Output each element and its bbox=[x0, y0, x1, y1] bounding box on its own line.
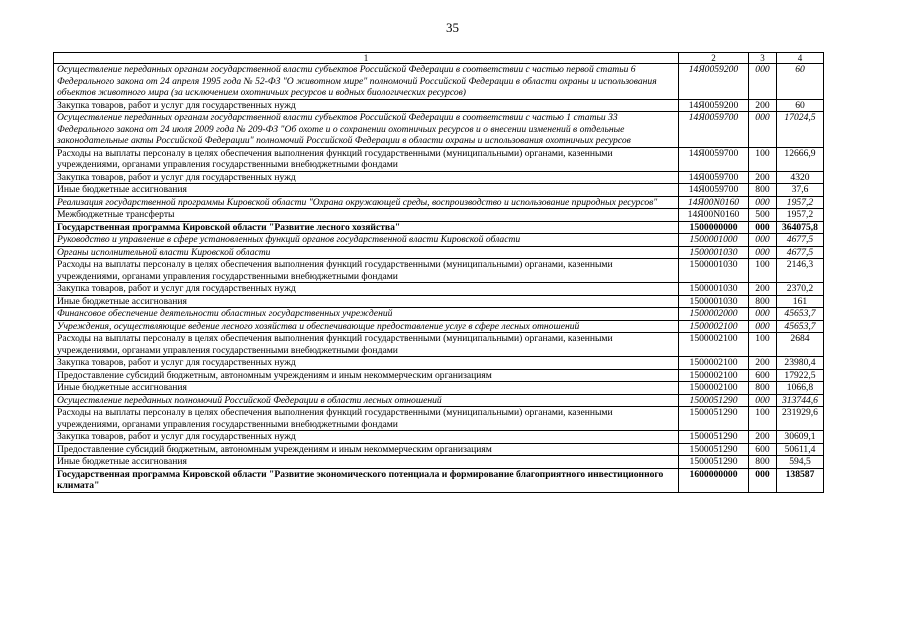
row-code-cell: 1500051290 bbox=[679, 394, 749, 407]
table-row bbox=[54, 468, 824, 492]
row-type-cell: 800 bbox=[749, 456, 777, 469]
table-row bbox=[54, 259, 824, 283]
table-row bbox=[54, 295, 824, 308]
budget-table bbox=[53, 52, 824, 493]
row-sum-cell: 2146,3 bbox=[777, 259, 824, 283]
row-sum-cell: 1066,8 bbox=[777, 382, 824, 395]
row-type-cell: 000 bbox=[749, 308, 777, 321]
row-code-cell: 1500002000 bbox=[679, 308, 749, 321]
row-sum-cell: 45653,7 bbox=[777, 320, 824, 333]
row-code-cell: 1500002100 bbox=[679, 357, 749, 370]
row-sum-cell: 30609,1 bbox=[777, 431, 824, 444]
row-sum-cell: 12666,9 bbox=[777, 147, 824, 171]
row-sum-cell: 594,5 bbox=[777, 456, 824, 469]
table-row bbox=[54, 283, 824, 296]
row-code-cell: 1500051290 bbox=[679, 443, 749, 456]
row-code-cell: 1500002100 bbox=[679, 382, 749, 395]
row-code-cell: 14Я00N0160 bbox=[679, 209, 749, 222]
row-type-cell: 200 bbox=[749, 171, 777, 184]
row-type-cell: 800 bbox=[749, 184, 777, 197]
row-sum-cell: 231929,6 bbox=[777, 407, 824, 431]
row-type-cell: 100 bbox=[749, 333, 777, 357]
row-code-cell: 1500001030 bbox=[679, 259, 749, 283]
row-name-cell: Расходы на выплаты персоналу в целях обеспечения выполнения функций государственными (муниципальными) органами, казенными учреждениями, органами управления государственными внебюджетными фондами bbox=[54, 147, 679, 171]
row-sum-cell: 1957,2 bbox=[777, 209, 824, 222]
row-code-cell: 1500001030 bbox=[679, 283, 749, 296]
row-code-cell: 1500000000 bbox=[679, 221, 749, 234]
table-row bbox=[54, 99, 824, 112]
row-sum-cell: 2684 bbox=[777, 333, 824, 357]
row-name-cell: Закупка товаров, работ и услуг для государственных нужд bbox=[54, 431, 679, 444]
column-header-name: 1 bbox=[54, 53, 679, 64]
row-code-cell: 1500002100 bbox=[679, 369, 749, 382]
row-name-cell: Расходы на выплаты персоналу в целях обеспечения выполнения функций государственными (муниципальными) органами, казенными учреждениями, органами управления государственными внебюджетными фондами bbox=[54, 259, 679, 283]
row-name-cell: Расходы на выплаты персоналу в целях обеспечения выполнения функций государственными (муниципальными) органами, казенными учреждениями, органами управления государственными внебюджетными фондами bbox=[54, 333, 679, 357]
row-type-cell: 000 bbox=[749, 394, 777, 407]
row-sum-cell: 17024,5 bbox=[777, 112, 824, 148]
table-row bbox=[54, 320, 824, 333]
row-type-cell: 600 bbox=[749, 369, 777, 382]
row-name-cell: Расходы на выплаты персоналу в целях обеспечения выполнения функций государственными (муниципальными) органами, казенными учреждениями, органами управления государственными внебюджетными фондами bbox=[54, 407, 679, 431]
row-name-cell: Иные бюджетные ассигнования bbox=[54, 456, 679, 469]
row-name-cell: Осуществление переданных органам государственной власти субъектов Российской Федерации в соответствии с частью первой статьи 6 Федерального закона от 24 апреля 1995 года № 52-ФЗ "О животном мире" полномочий Российской Федерации в области охраны и использования объектов животного мира (за исключением охотничьих ресурсов и водных биологических ресурсов) bbox=[54, 64, 679, 100]
row-name-cell: Финансовое обеспечение деятельности областных государственных учреждений bbox=[54, 308, 679, 321]
row-sum-cell: 23980,4 bbox=[777, 357, 824, 370]
row-name-cell: Предоставление субсидий бюджетным, автономным учреждениям и иным некоммерческим организациям bbox=[54, 443, 679, 456]
table-row bbox=[54, 407, 824, 431]
row-type-cell: 800 bbox=[749, 382, 777, 395]
table-row bbox=[54, 394, 824, 407]
row-sum-cell: 138587 bbox=[777, 468, 824, 492]
header-row bbox=[54, 53, 824, 64]
table-row bbox=[54, 234, 824, 247]
table-row bbox=[54, 171, 824, 184]
row-name-cell: Иные бюджетные ассигнования bbox=[54, 382, 679, 395]
row-sum-cell: 313744,6 bbox=[777, 394, 824, 407]
table-row bbox=[54, 64, 824, 100]
table-row bbox=[54, 382, 824, 395]
table-body bbox=[54, 64, 824, 493]
row-sum-cell: 37,6 bbox=[777, 184, 824, 197]
row-sum-cell: 161 bbox=[777, 295, 824, 308]
row-code-cell: 14Я0059200 bbox=[679, 64, 749, 100]
row-sum-cell: 4677,5 bbox=[777, 246, 824, 259]
row-code-cell: 1500051290 bbox=[679, 407, 749, 431]
table-row bbox=[54, 147, 824, 171]
row-type-cell: 200 bbox=[749, 357, 777, 370]
row-type-cell: 800 bbox=[749, 295, 777, 308]
row-code-cell: 1600000000 bbox=[679, 468, 749, 492]
table-row bbox=[54, 369, 824, 382]
table-row bbox=[54, 246, 824, 259]
row-type-cell: 100 bbox=[749, 147, 777, 171]
row-code-cell: 14Я0059200 bbox=[679, 99, 749, 112]
row-type-cell: 000 bbox=[749, 468, 777, 492]
row-type-cell: 000 bbox=[749, 320, 777, 333]
row-type-cell: 000 bbox=[749, 64, 777, 100]
row-name-cell: Учреждения, осуществляющие ведение лесного хозяйства и обеспечивающие предоставление услуг в сфере лесных отношений bbox=[54, 320, 679, 333]
row-code-cell: 1500051290 bbox=[679, 456, 749, 469]
row-code-cell: 14Я0059700 bbox=[679, 147, 749, 171]
row-type-cell: 000 bbox=[749, 196, 777, 209]
row-sum-cell: 50611,4 bbox=[777, 443, 824, 456]
row-name-cell: Предоставление субсидий бюджетным, автономным учреждениям и иным некоммерческим организациям bbox=[54, 369, 679, 382]
table-header bbox=[54, 53, 824, 64]
row-code-cell: 1500001030 bbox=[679, 246, 749, 259]
row-code-cell: 14Я0059700 bbox=[679, 184, 749, 197]
row-sum-cell: 60 bbox=[777, 99, 824, 112]
row-name-cell: Закупка товаров, работ и услуг для государственных нужд bbox=[54, 357, 679, 370]
row-type-cell: 200 bbox=[749, 283, 777, 296]
row-type-cell: 200 bbox=[749, 99, 777, 112]
row-type-cell: 000 bbox=[749, 246, 777, 259]
row-code-cell: 1500051290 bbox=[679, 431, 749, 444]
row-code-cell: 14Я0059700 bbox=[679, 171, 749, 184]
row-code-cell: 1500002100 bbox=[679, 320, 749, 333]
page-number: 35 bbox=[446, 20, 459, 35]
row-type-cell: 100 bbox=[749, 407, 777, 431]
table-row bbox=[54, 112, 824, 148]
row-name-cell: Руководство и управление в сфере установленных функций органов государственной власти Кировской области bbox=[54, 234, 679, 247]
column-header-code: 2 bbox=[679, 53, 749, 64]
row-sum-cell: 4677,5 bbox=[777, 234, 824, 247]
row-name-cell: Реализация государственной программы Кировской области "Охрана окружающей среды, воспроизводство и использование природных ресурсов" bbox=[54, 196, 679, 209]
row-sum-cell: 2370,2 bbox=[777, 283, 824, 296]
row-name-cell: Государственная программа Кировской области "Развитие экономического потенциала и формирование благоприятного инвестиционного климата" bbox=[54, 468, 679, 492]
table-row bbox=[54, 221, 824, 234]
table-row bbox=[54, 333, 824, 357]
row-sum-cell: 45653,7 bbox=[777, 308, 824, 321]
table-row bbox=[54, 308, 824, 321]
row-code-cell: 1500001000 bbox=[679, 234, 749, 247]
row-code-cell: 1500002100 bbox=[679, 333, 749, 357]
row-name-cell: Закупка товаров, работ и услуг для государственных нужд bbox=[54, 171, 679, 184]
table-row bbox=[54, 431, 824, 444]
row-code-cell: 14Я0059700 bbox=[679, 112, 749, 148]
table-row bbox=[54, 443, 824, 456]
row-type-cell: 500 bbox=[749, 209, 777, 222]
row-type-cell: 000 bbox=[749, 234, 777, 247]
row-sum-cell: 17922,5 bbox=[777, 369, 824, 382]
row-sum-cell: 4320 bbox=[777, 171, 824, 184]
column-header-type: 3 bbox=[749, 53, 777, 64]
row-code-cell: 14Я00N0160 bbox=[679, 196, 749, 209]
column-header-sum: 4 bbox=[777, 53, 824, 64]
row-name-cell: Закупка товаров, работ и услуг для государственных нужд bbox=[54, 283, 679, 296]
row-name-cell: Межбюджетные трансферты bbox=[54, 209, 679, 222]
row-type-cell: 600 bbox=[749, 443, 777, 456]
row-sum-cell: 1957,2 bbox=[777, 196, 824, 209]
table-row bbox=[54, 196, 824, 209]
table-row bbox=[54, 456, 824, 469]
table-row bbox=[54, 357, 824, 370]
row-name-cell: Осуществление переданных полномочий Российской Федерации в области лесных отношений bbox=[54, 394, 679, 407]
row-code-cell: 1500001030 bbox=[679, 295, 749, 308]
row-name-cell: Государственная программа Кировской области "Развитие лесного хозяйства" bbox=[54, 221, 679, 234]
row-name-cell: Осуществление переданных органам государственной власти субъектов Российской Федерации в соответствии с частью 1 статьи 33 Федерального закона от 24 июля 2009 года № 209-ФЗ "Об охоте и о сохранении охотничьих ресурсов и о внесении изменений в отдельные законодательные акты Российской Федерации" полномочий Российской Федерации в области охраны и использования охотничьих ресурсов bbox=[54, 112, 679, 148]
row-type-cell: 100 bbox=[749, 259, 777, 283]
row-sum-cell: 60 bbox=[777, 64, 824, 100]
row-type-cell: 200 bbox=[749, 431, 777, 444]
row-name-cell: Иные бюджетные ассигнования bbox=[54, 295, 679, 308]
table-row bbox=[54, 209, 824, 222]
row-type-cell: 000 bbox=[749, 112, 777, 148]
row-type-cell: 000 bbox=[749, 221, 777, 234]
row-name-cell: Иные бюджетные ассигнования bbox=[54, 184, 679, 197]
row-sum-cell: 364075,8 bbox=[777, 221, 824, 234]
table-row bbox=[54, 184, 824, 197]
row-name-cell: Органы исполнительной власти Кировской области bbox=[54, 246, 679, 259]
row-name-cell: Закупка товаров, работ и услуг для государственных нужд bbox=[54, 99, 679, 112]
